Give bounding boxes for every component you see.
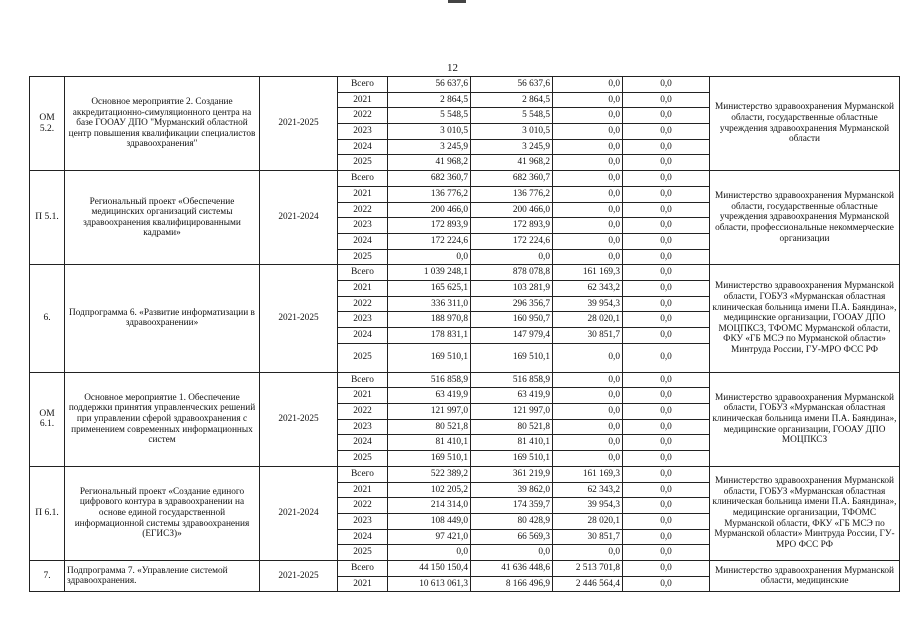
measure-name: Подпрограмма 6. «Развитие информатизации в здравоохранении» (65, 265, 260, 372)
responsible-executor: Министерство здравоохранения Мурманской области, ГОБУЗ «Мурманская областная клиническая больница имени П.А. Баяндина», медицинские организации, ТФОМС Мурманской области, ФКУ «ГБ МСЭ по Мурманской области» Минтруда России, ГУ-МРО ФСС РФ (710, 466, 900, 560)
federal-budget-amount: 0,0 (553, 233, 623, 249)
federal-budget-amount: 0,0 (553, 202, 623, 218)
federal-budget-amount: 0,0 (553, 124, 623, 140)
measure-name: Региональный проект «Создание единого цифрового контура в здравоохранении на основе единой государственной информационной системы здравоохранения (ЕГИСЗ)» (65, 466, 260, 560)
other-sources-amount: 0,0 (623, 482, 710, 498)
measure-code: 6. (30, 265, 65, 372)
other-sources-amount: 0,0 (623, 139, 710, 155)
federal-budget-amount: 30 851,7 (553, 529, 623, 545)
federal-budget-amount: 62 343,2 (553, 280, 623, 296)
funding-table (29, 76, 900, 592)
regional-budget-amount: 172 224,6 (471, 233, 553, 249)
total-amount: 3 245,9 (388, 139, 471, 155)
total-amount: 1 039 248,1 (388, 265, 471, 281)
other-sources-amount: 0,0 (623, 124, 710, 140)
regional-budget-amount: 41 636 448,6 (471, 560, 553, 576)
other-sources-amount: 0,0 (623, 388, 710, 404)
total-amount: 172 893,9 (388, 218, 471, 234)
regional-budget-amount: 169 510,1 (471, 343, 553, 372)
federal-budget-amount: 0,0 (553, 218, 623, 234)
regional-budget-amount: 878 078,8 (471, 265, 553, 281)
total-amount: 136 776,2 (388, 186, 471, 202)
federal-budget-amount: 2 513 701,8 (553, 560, 623, 576)
regional-budget-amount: 361 219,9 (471, 466, 553, 482)
year-cell: 2023 (338, 218, 388, 234)
regional-budget-amount: 41 968,2 (471, 155, 553, 171)
total-amount: 41 968,2 (388, 155, 471, 171)
federal-budget-amount: 161 169,3 (553, 265, 623, 281)
responsible-executor: Министерство здравоохранения Мурманской области, государственные областные учреждения здравоохранения Мурманской области, профессиональные некоммерческие организации (710, 171, 900, 265)
federal-budget-amount: 0,0 (553, 388, 623, 404)
regional-budget-amount: 169 510,1 (471, 451, 553, 467)
year-cell: 2022 (338, 498, 388, 514)
measure-code: П 5.1. (30, 171, 65, 265)
regional-budget-amount: 200 466,0 (471, 202, 553, 218)
table-row (30, 265, 900, 281)
other-sources-amount: 0,0 (623, 186, 710, 202)
other-sources-amount: 0,0 (623, 328, 710, 344)
federal-budget-amount: 0,0 (553, 249, 623, 265)
regional-budget-amount: 174 359,7 (471, 498, 553, 514)
total-amount: 165 625,1 (388, 280, 471, 296)
regional-budget-amount: 3 010,5 (471, 124, 553, 140)
responsible-executor: Министерство здравоохранения Мурманской области, медицинские (710, 560, 900, 591)
year-cell: 2021 (338, 576, 388, 592)
year-cell: 2025 (338, 343, 388, 372)
other-sources-amount: 0,0 (623, 372, 710, 388)
year-cell: 2023 (338, 513, 388, 529)
other-sources-amount: 0,0 (623, 296, 710, 312)
total-amount: 682 360,7 (388, 171, 471, 187)
other-sources-amount: 0,0 (623, 171, 710, 187)
year-cell: 2021 (338, 482, 388, 498)
total-amount: 10 613 061,3 (388, 576, 471, 592)
implementation-period: 2021-2024 (260, 466, 338, 560)
federal-budget-amount: 0,0 (553, 343, 623, 372)
year-cell: 2021 (338, 280, 388, 296)
other-sources-amount: 0,0 (623, 435, 710, 451)
regional-budget-amount: 0,0 (471, 249, 553, 265)
regional-budget-amount: 63 419,9 (471, 388, 553, 404)
federal-budget-amount: 0,0 (553, 404, 623, 420)
total-amount: 3 010,5 (388, 124, 471, 140)
year-cell: Всего (338, 77, 388, 93)
total-amount: 56 637,6 (388, 77, 471, 93)
other-sources-amount: 0,0 (623, 108, 710, 124)
responsible-executor: Министерство здравоохранения Мурманской области, государственные областные учреждения здравоохранения Мурманской области (710, 77, 900, 171)
table-row (30, 77, 900, 93)
year-cell: Всего (338, 265, 388, 281)
other-sources-amount: 0,0 (623, 576, 710, 592)
total-amount: 97 421,0 (388, 529, 471, 545)
other-sources-amount: 0,0 (623, 343, 710, 372)
total-amount: 169 510,1 (388, 451, 471, 467)
other-sources-amount: 0,0 (623, 233, 710, 249)
year-cell: 2022 (338, 108, 388, 124)
implementation-period: 2021-2025 (260, 265, 338, 372)
regional-budget-amount: 136 776,2 (471, 186, 553, 202)
federal-budget-amount: 0,0 (553, 186, 623, 202)
federal-budget-amount: 0,0 (553, 171, 623, 187)
total-amount: 102 205,2 (388, 482, 471, 498)
federal-budget-amount: 2 446 564,4 (553, 576, 623, 592)
regional-budget-amount: 682 360,7 (471, 171, 553, 187)
year-cell: 2025 (338, 451, 388, 467)
year-cell: 2024 (338, 435, 388, 451)
year-cell: Всего (338, 466, 388, 482)
regional-budget-amount: 172 893,9 (471, 218, 553, 234)
federal-budget-amount: 0,0 (553, 451, 623, 467)
year-cell: 2025 (338, 545, 388, 561)
year-cell: 2023 (338, 419, 388, 435)
regional-budget-amount: 516 858,9 (471, 372, 553, 388)
federal-budget-amount: 39 954,3 (553, 498, 623, 514)
year-cell: 2025 (338, 155, 388, 171)
other-sources-amount: 0,0 (623, 466, 710, 482)
responsible-executor: Министерство здравоохранения Мурманской области, ГОБУЗ «Мурманская областная клиническая больница имени П.А. Баяндина», медицинские организации, ГООАУ ДПО МОЦПКСЗ (710, 372, 900, 466)
year-cell: 2021 (338, 186, 388, 202)
regional-budget-amount: 3 245,9 (471, 139, 553, 155)
other-sources-amount: 0,0 (623, 419, 710, 435)
implementation-period: 2021-2025 (260, 77, 338, 171)
federal-budget-amount: 28 020,1 (553, 513, 623, 529)
total-amount: 188 970,8 (388, 312, 471, 328)
table-row (30, 560, 900, 576)
table-row (30, 466, 900, 482)
funding-table-body (30, 77, 900, 592)
regional-budget-amount: 5 548,5 (471, 108, 553, 124)
total-amount: 0,0 (388, 249, 471, 265)
regional-budget-amount: 2 864,5 (471, 92, 553, 108)
year-cell: 2024 (338, 139, 388, 155)
year-cell: 2022 (338, 202, 388, 218)
federal-budget-amount: 0,0 (553, 139, 623, 155)
year-cell: 2024 (338, 529, 388, 545)
federal-budget-amount: 30 851,7 (553, 328, 623, 344)
top-edge-mark (448, 0, 466, 3)
other-sources-amount: 0,0 (623, 312, 710, 328)
measure-name: Основное мероприятие 2. Создание аккредитационно-симуляционного центра на базе ГООАУ ДПО "Мурманский областной центр повышения квалификации специалистов здравоохранения" (65, 77, 260, 171)
table-row (30, 171, 900, 187)
other-sources-amount: 0,0 (623, 451, 710, 467)
total-amount: 63 419,9 (388, 388, 471, 404)
other-sources-amount: 0,0 (623, 249, 710, 265)
total-amount: 80 521,8 (388, 419, 471, 435)
total-amount: 178 831,1 (388, 328, 471, 344)
regional-budget-amount: 56 637,6 (471, 77, 553, 93)
total-amount: 81 410,1 (388, 435, 471, 451)
responsible-executor: Министерство здравоохранения Мурманской области, ГОБУЗ «Мурманская областная клиническая больница имени П.А. Баяндина», медицинские организации, ГООАУ ДПО МОЦПКСЗ, ТФОМС Мурманской области, ФКУ «ГБ МСЭ по Мурманской области» Минтруда России, ГУ-МРО ФСС РФ (710, 265, 900, 372)
regional-budget-amount: 296 356,7 (471, 296, 553, 312)
federal-budget-amount: 161 169,3 (553, 466, 623, 482)
year-cell: 2023 (338, 312, 388, 328)
total-amount: 214 314,0 (388, 498, 471, 514)
other-sources-amount: 0,0 (623, 280, 710, 296)
other-sources-amount: 0,0 (623, 155, 710, 171)
regional-budget-amount: 147 979,4 (471, 328, 553, 344)
regional-budget-amount: 103 281,9 (471, 280, 553, 296)
year-cell: Всего (338, 372, 388, 388)
measure-code: П 6.1. (30, 466, 65, 560)
implementation-period: 2021-2025 (260, 372, 338, 466)
federal-budget-amount: 0,0 (553, 108, 623, 124)
year-cell: 2023 (338, 124, 388, 140)
other-sources-amount: 0,0 (623, 560, 710, 576)
federal-budget-amount: 0,0 (553, 92, 623, 108)
federal-budget-amount: 62 343,2 (553, 482, 623, 498)
year-cell: 2024 (338, 328, 388, 344)
federal-budget-amount: 0,0 (553, 435, 623, 451)
total-amount: 121 997,0 (388, 404, 471, 420)
other-sources-amount: 0,0 (623, 529, 710, 545)
total-amount: 108 449,0 (388, 513, 471, 529)
year-cell: Всего (338, 171, 388, 187)
implementation-period: 2021-2025 (260, 560, 338, 591)
year-cell: 2022 (338, 296, 388, 312)
other-sources-amount: 0,0 (623, 77, 710, 93)
regional-budget-amount: 39 862,0 (471, 482, 553, 498)
regional-budget-amount: 80 521,8 (471, 419, 553, 435)
year-cell: Всего (338, 560, 388, 576)
other-sources-amount: 0,0 (623, 202, 710, 218)
measure-code: 7. (30, 560, 65, 591)
other-sources-amount: 0,0 (623, 498, 710, 514)
other-sources-amount: 0,0 (623, 265, 710, 281)
measure-name: Основное мероприятие 1. Обеспечение поддержки принятия управленческих решений при управлении сферой здравоохранения с применением современных информационных систем (65, 372, 260, 466)
table-row (30, 372, 900, 388)
regional-budget-amount: 8 166 496,9 (471, 576, 553, 592)
federal-budget-amount: 0,0 (553, 419, 623, 435)
total-amount: 200 466,0 (388, 202, 471, 218)
total-amount: 0,0 (388, 545, 471, 561)
measure-name: Подпрограмма 7. «Управление системой здравоохранения. (65, 560, 260, 591)
measure-code: ОМ 5.2. (30, 77, 65, 171)
total-amount: 44 150 150,4 (388, 560, 471, 576)
total-amount: 5 548,5 (388, 108, 471, 124)
federal-budget-amount: 0,0 (553, 77, 623, 93)
regional-budget-amount: 80 428,9 (471, 513, 553, 529)
total-amount: 522 389,2 (388, 466, 471, 482)
federal-budget-amount: 28 020,1 (553, 312, 623, 328)
total-amount: 2 864,5 (388, 92, 471, 108)
other-sources-amount: 0,0 (623, 545, 710, 561)
year-cell: 2024 (338, 233, 388, 249)
regional-budget-amount: 121 997,0 (471, 404, 553, 420)
other-sources-amount: 0,0 (623, 513, 710, 529)
federal-budget-amount: 0,0 (553, 155, 623, 171)
total-amount: 169 510,1 (388, 343, 471, 372)
other-sources-amount: 0,0 (623, 92, 710, 108)
total-amount: 172 224,6 (388, 233, 471, 249)
page-number: 12 (447, 62, 458, 74)
year-cell: 2021 (338, 388, 388, 404)
regional-budget-amount: 81 410,1 (471, 435, 553, 451)
other-sources-amount: 0,0 (623, 404, 710, 420)
regional-budget-amount: 66 569,3 (471, 529, 553, 545)
year-cell: 2021 (338, 92, 388, 108)
measure-code: ОМ 6.1. (30, 372, 65, 466)
implementation-period: 2021-2024 (260, 171, 338, 265)
federal-budget-amount: 39 954,3 (553, 296, 623, 312)
total-amount: 516 858,9 (388, 372, 471, 388)
total-amount: 336 311,0 (388, 296, 471, 312)
other-sources-amount: 0,0 (623, 218, 710, 234)
year-cell: 2025 (338, 249, 388, 265)
measure-name: Региональный проект «Обеспечение медицинских организаций системы здравоохранения квалифицированными кадрами» (65, 171, 260, 265)
regional-budget-amount: 0,0 (471, 545, 553, 561)
regional-budget-amount: 160 950,7 (471, 312, 553, 328)
federal-budget-amount: 0,0 (553, 545, 623, 561)
year-cell: 2022 (338, 404, 388, 420)
federal-budget-amount: 0,0 (553, 372, 623, 388)
